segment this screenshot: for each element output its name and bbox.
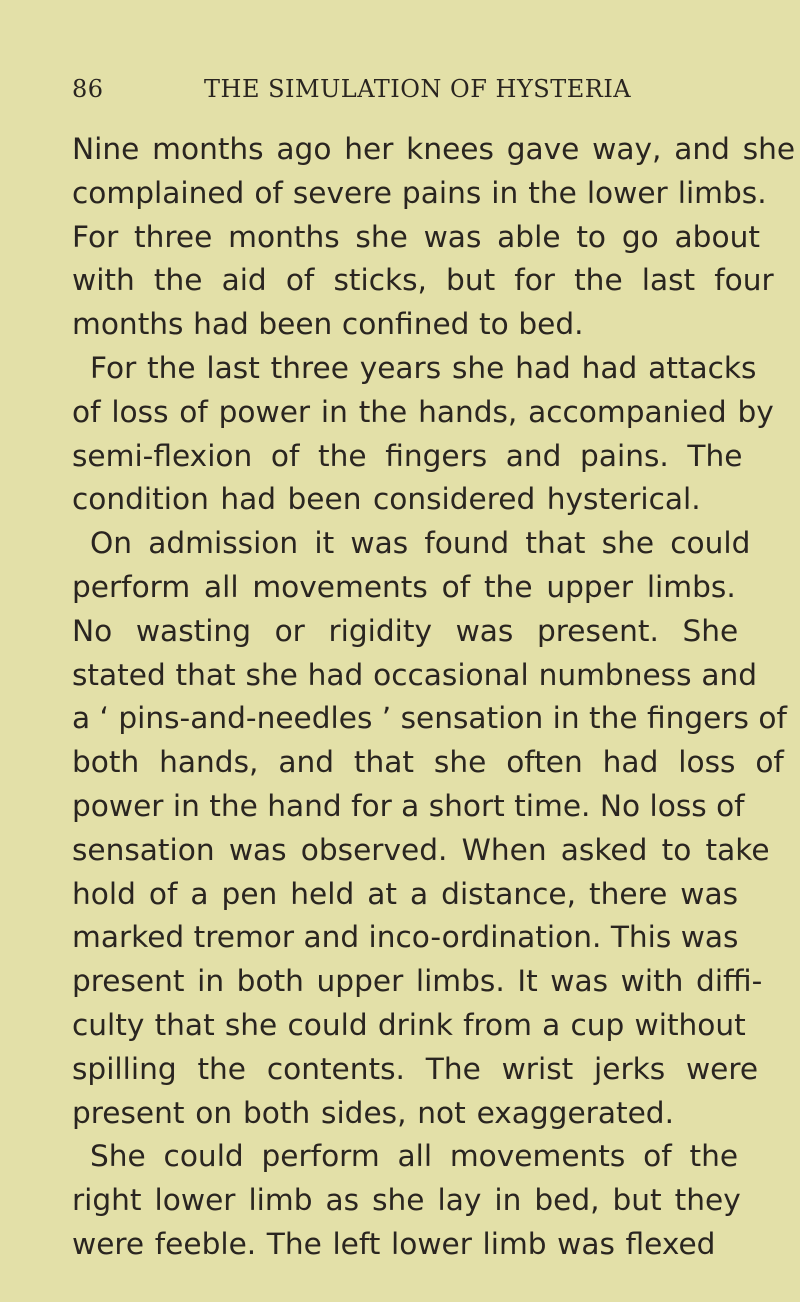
- text-line: right lower limb as she lay in bed, but they: [72, 1183, 741, 1218]
- text-line: stated that she had occasional numbness and: [72, 657, 757, 692]
- running-head: [72, 75, 720, 115]
- text-line: semi-flexion of the fingers and pains. The: [72, 438, 743, 473]
- text-line: marked tremor and inco-ordination. This was: [72, 920, 739, 955]
- text-line: were feeble. The left lower limb was flexed: [72, 1226, 716, 1261]
- text-line: months had been confined to bed.: [72, 307, 584, 342]
- text-line: sensation was observed. When asked to take: [72, 832, 770, 867]
- text-line: complained of severe pains in the lower limbs.: [72, 175, 767, 210]
- text-line: condition had been considered hysterical.: [72, 482, 701, 517]
- text-line: present on both sides, not exaggerated.: [72, 1095, 674, 1130]
- text-line: On admission it was found that she could: [90, 526, 751, 561]
- text-line: perform all movements of the upper limbs.: [72, 569, 736, 604]
- text-line: with the aid of sticks, but for the last four: [72, 263, 774, 298]
- text-line: spilling the contents. The wrist jerks were: [72, 1051, 759, 1086]
- text-line: of loss of power in the hands, accompanied by: [72, 394, 774, 429]
- text-line: both hands, and that she often had loss of: [72, 745, 784, 780]
- running-title: THE SIMULATION OF HYSTERIA: [204, 75, 632, 103]
- body-text: [72, 128, 800, 1267]
- text-line: hold of a pen held at a distance, there was: [72, 876, 739, 911]
- text-line: a ‘ pins-and-needles ’ sensation in the fingers of: [72, 701, 787, 736]
- text-line: For the last three years she had had attacks: [90, 350, 757, 385]
- text-line: present in both upper limbs. It was with diffi-: [72, 964, 763, 999]
- text-line: No wasting or rigidity was present. She: [72, 613, 739, 648]
- text-line: For three months she was able to go about: [72, 219, 760, 254]
- text-line: Nine months ago her knees gave way, and she: [72, 132, 796, 166]
- text-line: power in the hand for a short time. No loss of: [72, 788, 745, 823]
- text-line: She could perform all movements of the: [90, 1139, 739, 1174]
- text-line: culty that she could drink from a cup without: [72, 1007, 746, 1042]
- page-number: 86: [72, 75, 104, 103]
